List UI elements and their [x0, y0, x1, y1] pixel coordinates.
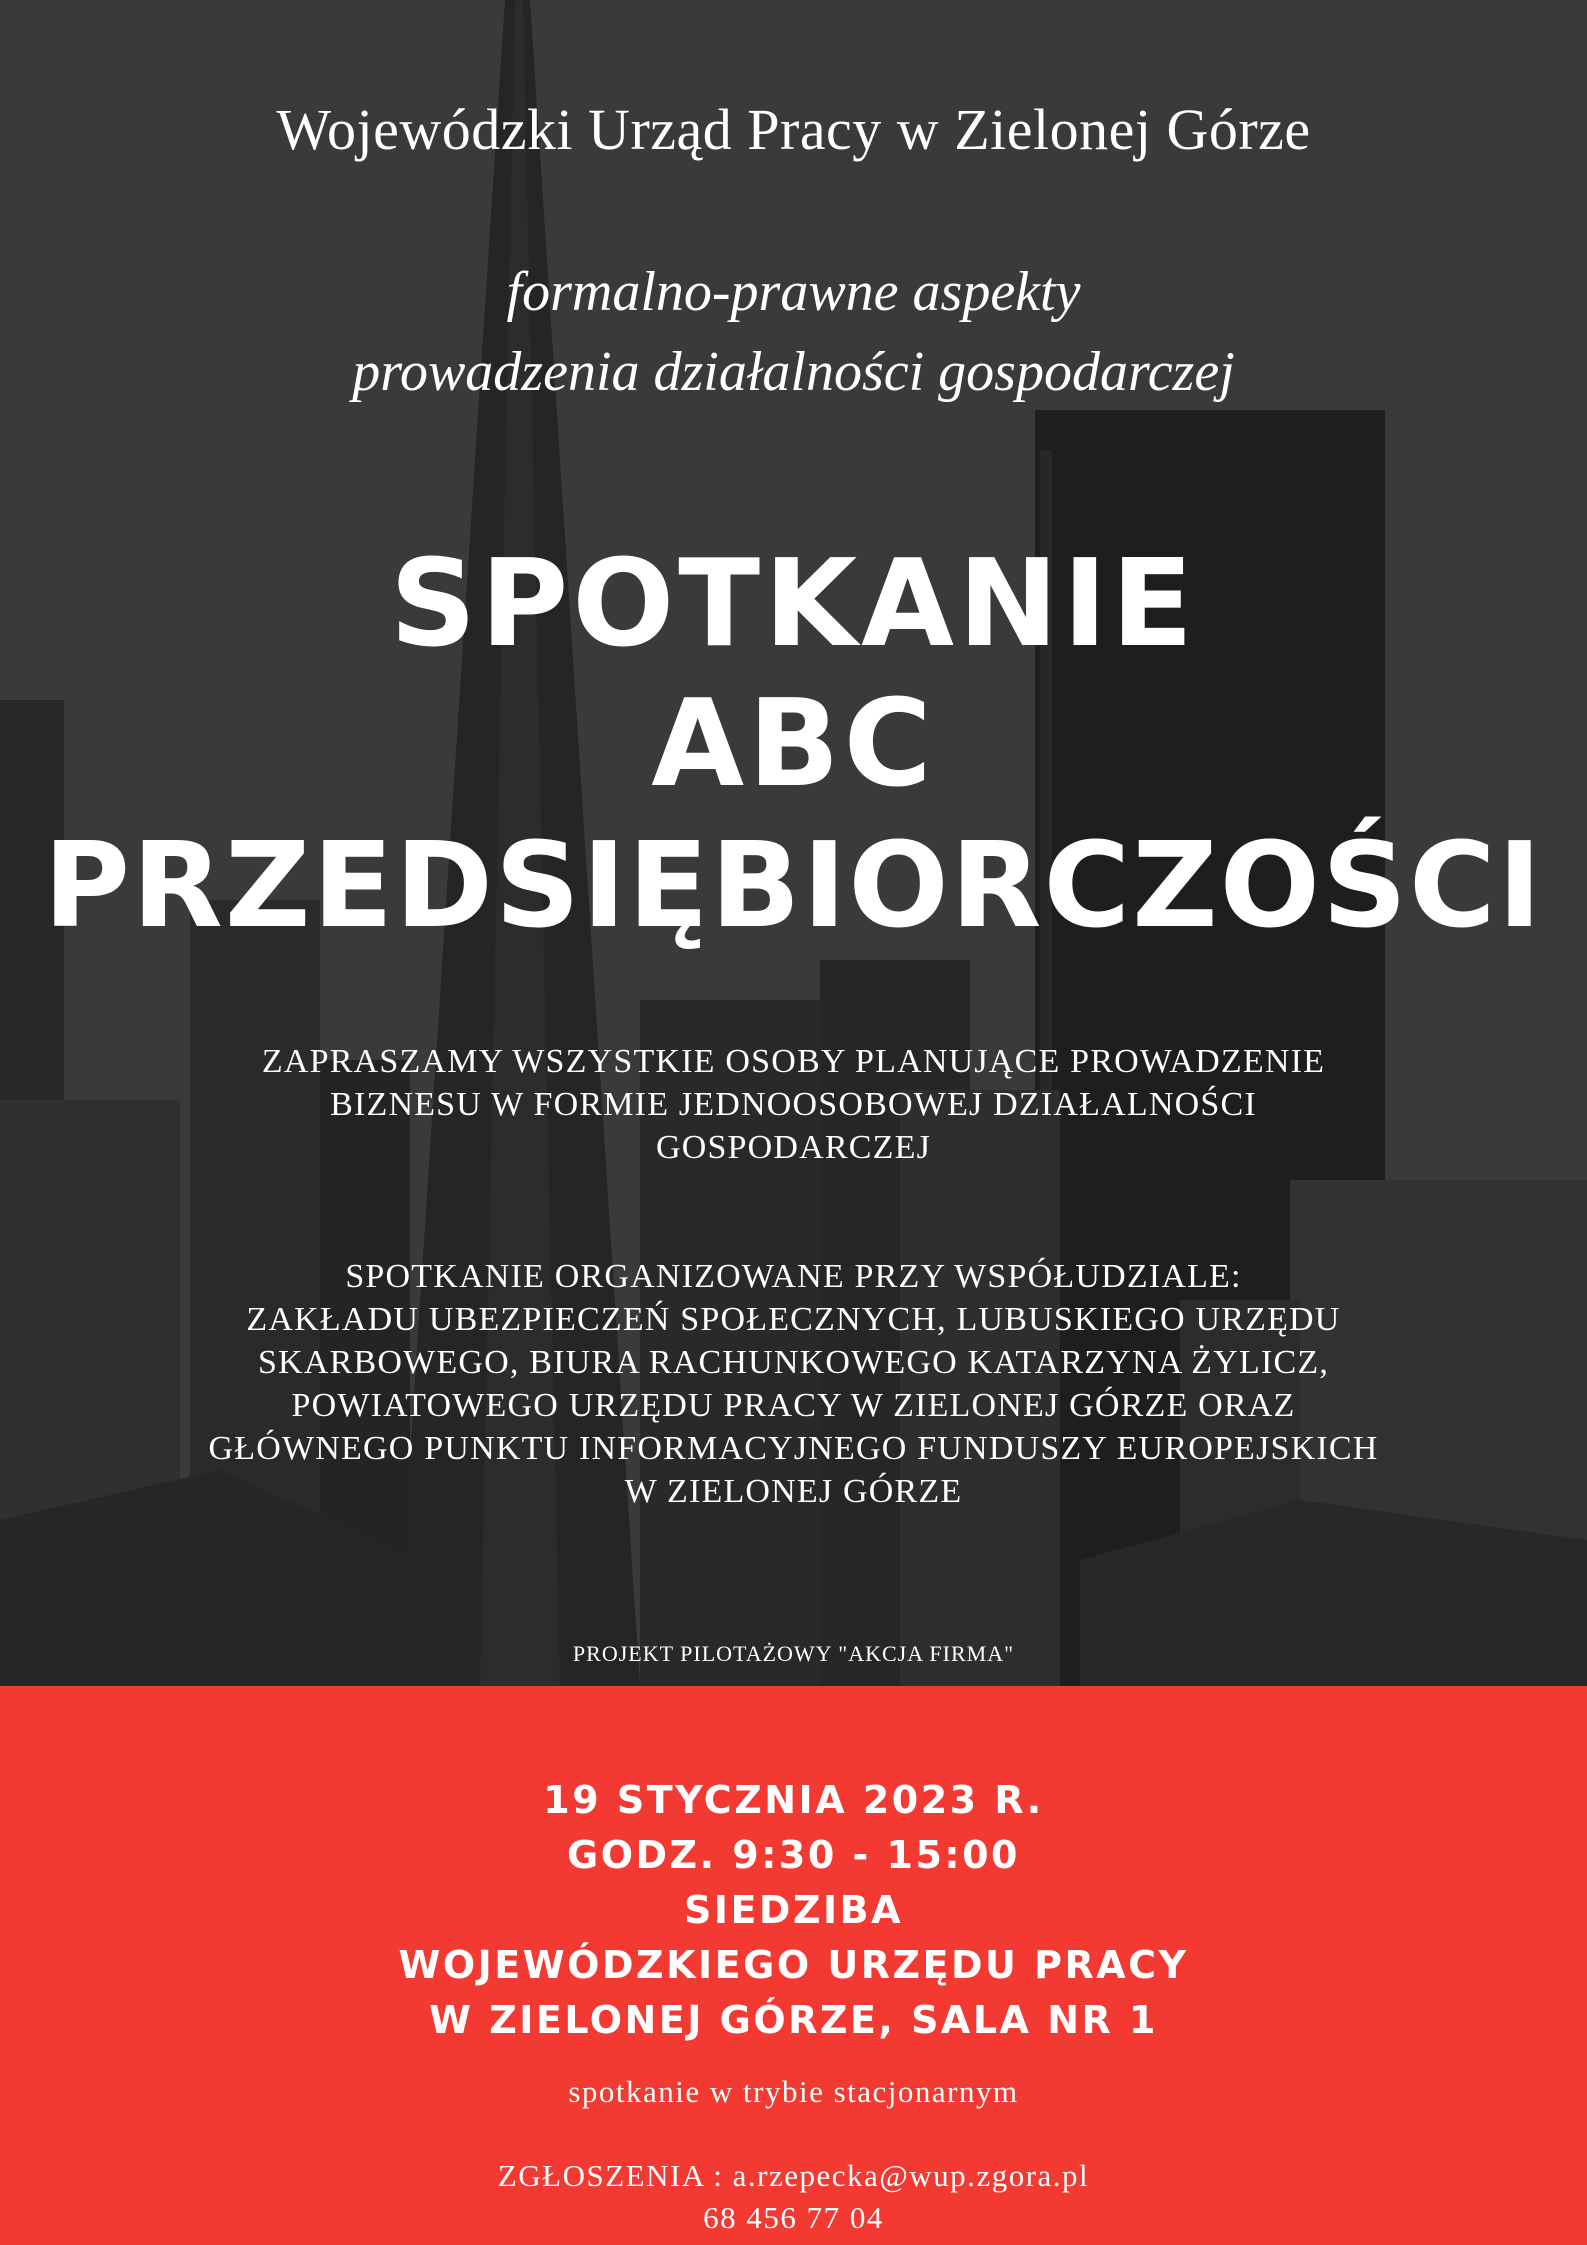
partners-line: SKARBOWEGO, BIURA RACHUNKOWEGO KATARZYNA ŻYLICZ, — [257, 1344, 1330, 1381]
invitation-text — [0, 1040, 1587, 1169]
event-venue-line: WOJEWÓDZKIEGO URZĘDU PRACY — [398, 1943, 1189, 1987]
event-venue-line: W ZIELONEJ GÓRZE, SALA NR 1 — [429, 1998, 1158, 2042]
invitation-line: GOSPODARCZEJ — [655, 1129, 932, 1166]
topic-subtitle — [0, 252, 1587, 412]
topic-line: prowadzenia działalności gospodarczej — [352, 341, 1235, 403]
headline-line: SPOTKANIE — [389, 535, 1198, 674]
event-date: 19 STYCZNIA 2023 R. — [543, 1778, 1044, 1822]
invitation-line: ZAPRASZAMY WSZYSTKIE OSOBY PLANUJĄCE PROWADZENIE — [261, 1043, 1326, 1080]
contact-phone[interactable]: 68 456 77 04 — [703, 2200, 884, 2235]
event-details — [0, 1773, 1587, 2048]
partners-line: ZAKŁADU UBEZPIECZEŃ SPOŁECZNYCH, LUBUSKIEGO URZĘDU — [246, 1301, 1341, 1338]
invitation-line: BIZNESU W FORMIE JEDNOOSOBOWEJ DZIAŁALNOŚCI — [330, 1086, 1257, 1123]
headline-line: ABC — [651, 675, 936, 814]
headline — [0, 535, 1587, 955]
partners-line: POWIATOWEGO URZĘDU PRACY W ZIELONEJ GÓRZE ORAZ — [291, 1387, 1296, 1424]
event-venue-line: SIEDZIBA — [683, 1888, 904, 1932]
partners-line: W ZIELONEJ GÓRZE — [624, 1473, 963, 1510]
institution-name: Wojewódzki Urząd Pracy w Zielonej Górze — [276, 97, 1311, 162]
partners-line: SPOTKANIE ORGANIZOWANE PRZY WSPÓŁUDZIALE: — [345, 1258, 1242, 1295]
event-time: GODZ. 9:30 - 15:00 — [567, 1833, 1020, 1877]
contact-info — [0, 2155, 1587, 2239]
headline-line: PRZEDSIĘBIORCZOŚCI — [43, 816, 1544, 954]
topic-line: formalno-prawne aspekty — [506, 261, 1081, 323]
registration-email[interactable]: ZGŁOSZENIA : a.rzepecka@wup.zgora.pl — [497, 2158, 1090, 2193]
meeting-mode: spotkanie w trybie stacjonarnym — [568, 2074, 1019, 2109]
project-label: PROJEKT PILOTAŻOWY "AKCJA FIRMA" — [572, 1641, 1015, 1666]
partners-line: GŁÓWNEGO PUNKTU INFORMACYJNEGO FUNDUSZY EUROPEJSKICH — [208, 1430, 1379, 1467]
partners-text — [0, 1255, 1587, 1513]
